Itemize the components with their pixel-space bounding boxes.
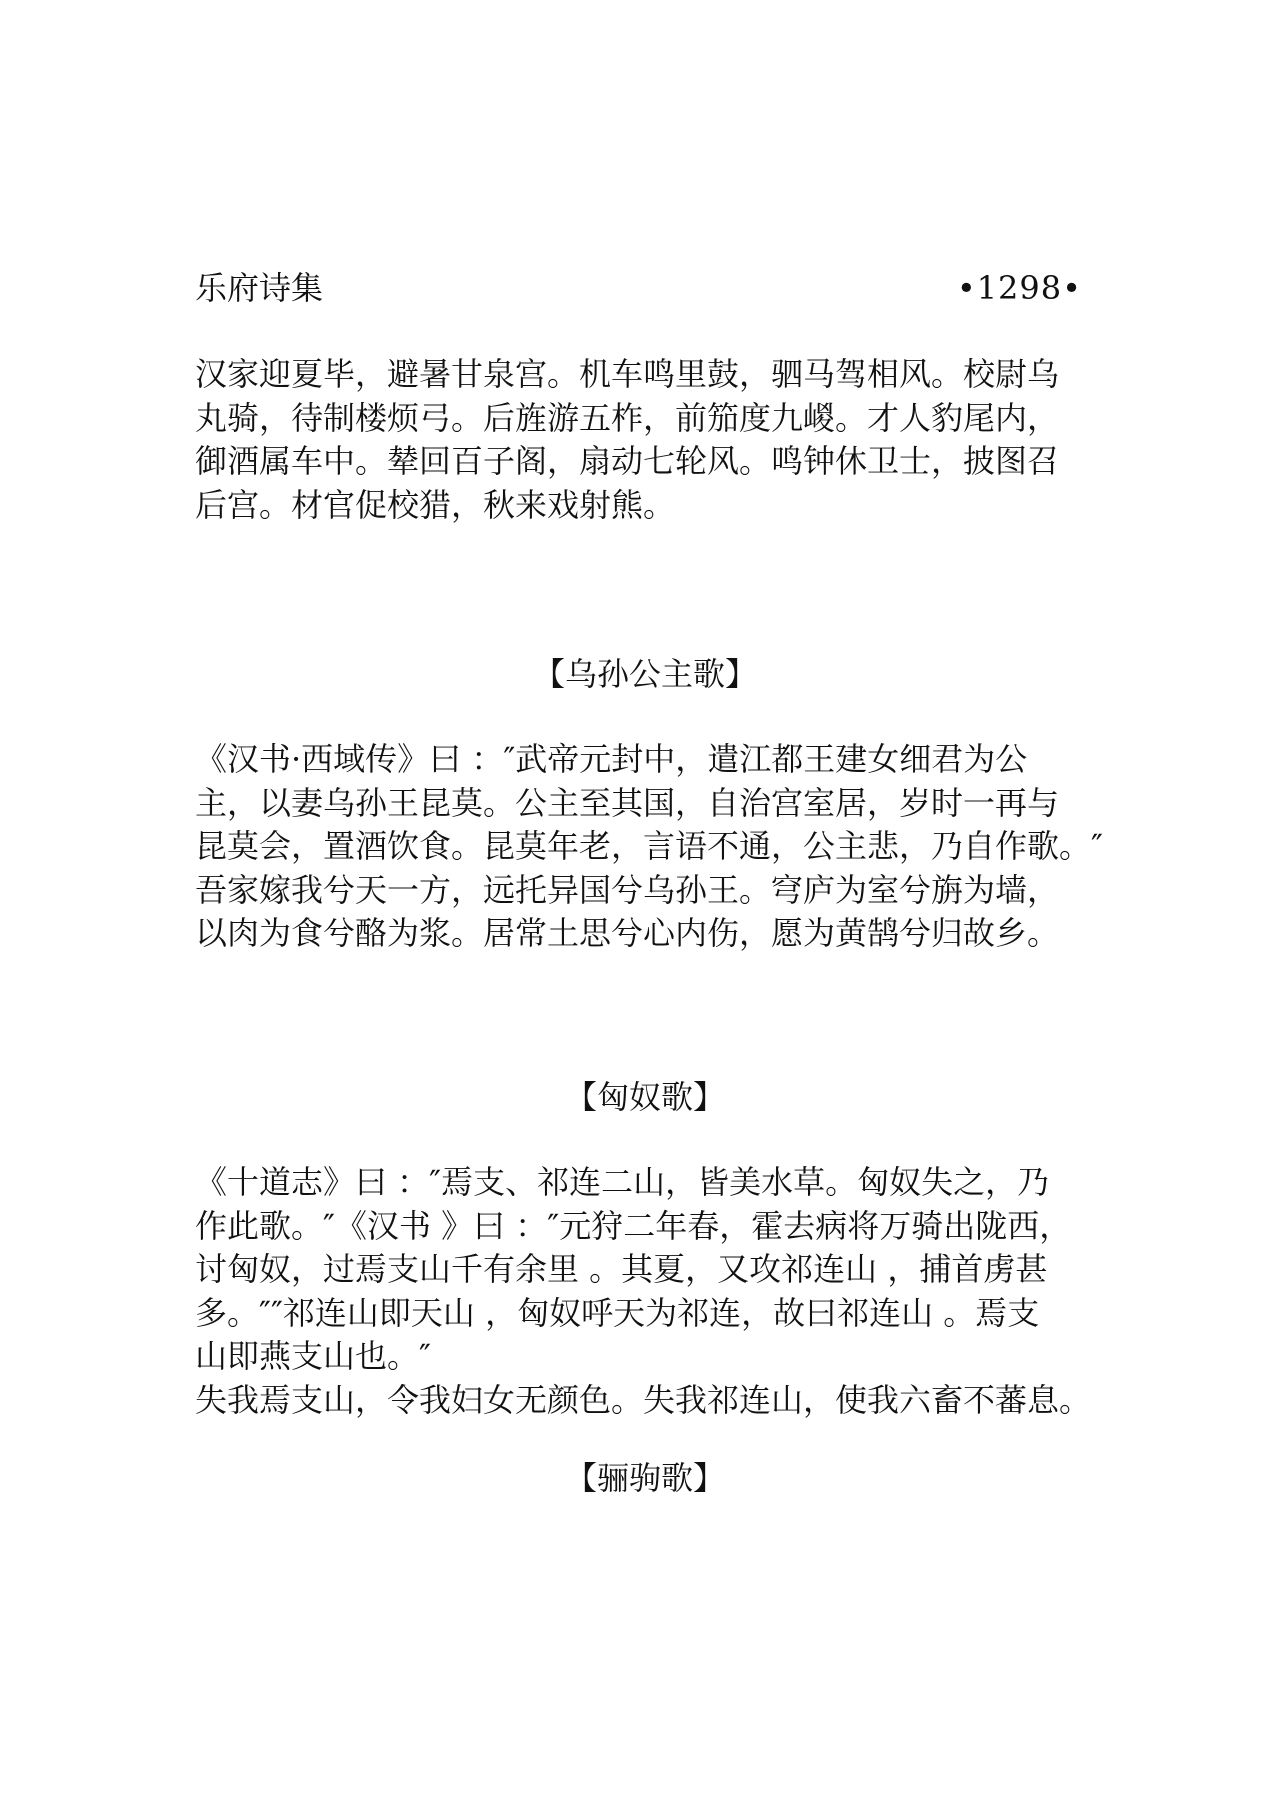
text-line: 后宫。材官促校猎，秋来戏射熊。 [195, 485, 676, 524]
page-header [195, 266, 1095, 310]
section-heading: 【乌孙公主歌】 [532, 655, 757, 693]
text-line: 《十道志》曰 ：″焉支、祁连二山，皆美水草。匈奴失之，乃 [195, 1163, 1050, 1201]
section-paragraph [195, 1161, 1125, 1422]
text-line: 御酒属车中。辇回百子阁，扇动七轮风。鸣钟休卫士，披图召 [195, 442, 1060, 480]
text-line: 失我焉支山，令我妇女无颜色。失我祁连山，使我六畜不蕃息。 [195, 1380, 1092, 1419]
section-paragraph [195, 738, 1125, 956]
text-line: 丸骑，待制楼烦弓。后旌游五柞，前笳度九嵕。才人豹尾内， [195, 398, 1060, 437]
page-number: •1298• [956, 269, 1082, 307]
text-line: 讨匈奴，过焉支山千有余里 。其夏，又攻祁连山 ，捕首虏甚 [195, 1250, 1048, 1288]
text-line: 吾家嫁我兮天一方，远托异国兮乌孙王。穹庐为室兮旃为墙， [195, 870, 1060, 909]
document-page [195, 0, 1103, 1795]
text-line: 以肉为食兮酪为浆。居常土思兮心内伤，愿为黄鹄兮归故乡。 [195, 914, 1060, 952]
section-heading: 【匈奴歌】 [564, 1078, 725, 1116]
text-line: 汉家迎夏毕，避暑甘泉宫。机车鸣里鼓，驷马驾相风。校尉乌 [195, 355, 1060, 393]
text-line: 作此歌。″《汉书 》曰 ：″元狩二年春，霍去病将万骑出陇西， [195, 1206, 1072, 1245]
text-line: 主，以妻乌孙王昆莫。公主至其国，自治宫室居，岁时一再与 [195, 783, 1060, 822]
text-line: 《汉书·西域传》曰 ：″武帝元封中，遣江都王建女细君为公 [195, 740, 1028, 778]
book-title: 乐府诗集 [195, 269, 324, 307]
text-line: 昆莫会，置酒饮食。昆莫年老，言语不通，公主悲，乃自作歌。″ [195, 827, 1103, 865]
text-line: 多。″″祁连山即天山 ，匈奴呼天为祁连，故曰祁连山 。焉支 [195, 1293, 1040, 1332]
section-heading: 【骊驹歌】 [564, 1459, 725, 1497]
poem-paragraph [195, 353, 1125, 527]
text-line: 山即燕支山也。″ [195, 1337, 431, 1375]
